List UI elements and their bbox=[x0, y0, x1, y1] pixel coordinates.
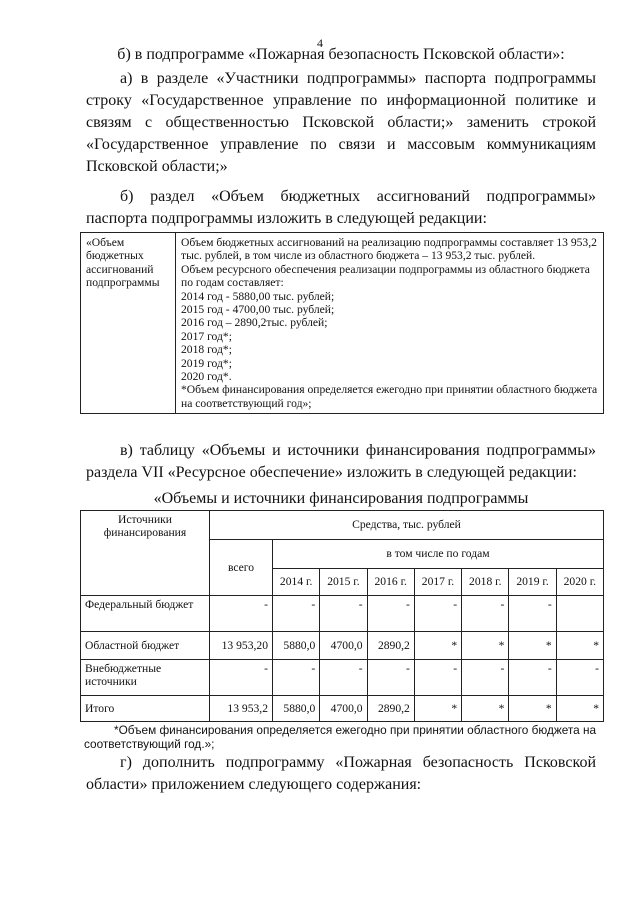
row-value: * bbox=[556, 632, 603, 660]
table-row bbox=[81, 660, 604, 696]
passport-content-cell bbox=[176, 233, 604, 414]
row-source: Областной бюджет bbox=[81, 632, 210, 660]
header-sources: Источники финансирования bbox=[81, 511, 210, 596]
passport-line: 2020 год*. bbox=[181, 370, 232, 384]
table-row bbox=[81, 632, 604, 660]
row-total: 13 953,20 bbox=[210, 632, 273, 660]
row-value: - bbox=[320, 596, 367, 632]
row-value: 4700,0 bbox=[320, 696, 367, 722]
row-value: - bbox=[414, 596, 461, 632]
row-value: 4700,0 bbox=[320, 632, 367, 660]
row-value: 2890,2 bbox=[367, 632, 414, 660]
row-value: * bbox=[462, 632, 509, 660]
row-value: - bbox=[273, 660, 320, 696]
header-year: 2014 г. bbox=[273, 569, 320, 596]
passport-line: 2014 год - 5880,00 тыс. рублей; bbox=[181, 289, 335, 303]
row-total: - bbox=[210, 596, 273, 632]
passport-line: 2016 год – 2890,2тыс. рублей; bbox=[181, 316, 328, 330]
paragraph-a-participants: а) в разделе «Участники подпрограммы» паспорта подпрограммы строку «Государственное управление по информационной политике и связям с общественностью Псковской области;» заменить строкой «Государственное управление по связи и массовым коммуникациям Псковской области;» bbox=[86, 70, 596, 175]
finance-table-title: «Объемы и источники финансирования подпрограммы bbox=[153, 490, 529, 507]
row-total: - bbox=[210, 660, 273, 696]
finance-sources-table bbox=[80, 510, 604, 722]
row-total: 13 953,2 bbox=[210, 696, 273, 722]
passport-label-cell: «Объем бюджетных ассигнований подпрограммы bbox=[81, 233, 176, 414]
row-value: * bbox=[509, 696, 556, 722]
header-year: 2016 г. bbox=[367, 569, 414, 596]
row-value: * bbox=[414, 696, 461, 722]
row-value: - bbox=[509, 596, 556, 632]
passport-line: 2018 год*; bbox=[181, 343, 232, 357]
table-header-row bbox=[81, 511, 604, 540]
table-row bbox=[81, 696, 604, 722]
passport-row bbox=[81, 233, 604, 414]
passport-budget-table bbox=[80, 232, 604, 414]
row-value: - bbox=[273, 596, 320, 632]
row-value: - bbox=[462, 660, 509, 696]
header-funds: Средства, тыс. рублей bbox=[210, 511, 604, 540]
row-value: - bbox=[367, 660, 414, 696]
row-value: - bbox=[414, 660, 461, 696]
row-value: * bbox=[509, 632, 556, 660]
header-year: 2015 г. bbox=[320, 569, 367, 596]
footnote-line: соответствующий год.»; bbox=[84, 737, 215, 751]
passport-line: Объем бюджетных ассигнований на реализацию подпрограммы составляет 13 953,2 тыс. рублей, в том числе из областного бюджета – 13 953,2 тыс. рублей. bbox=[181, 236, 597, 263]
row-value: 5880,0 bbox=[273, 696, 320, 722]
header-year: 2020 г. bbox=[556, 569, 603, 596]
paragraph-d-appendix: г) дополнить подпрограмму «Пожарная безопасность Псковской области» приложением следующего содержания: bbox=[86, 754, 596, 793]
paragraph-b-budget-volume: б) раздел «Объем бюджетных ассигнований подпрограммы» паспорта подпрограммы изложить в следующей редакции: bbox=[86, 188, 596, 227]
row-value: * bbox=[414, 632, 461, 660]
header-year: 2019 г. bbox=[509, 569, 556, 596]
table-row bbox=[81, 596, 604, 632]
row-source: Федеральный бюджет bbox=[81, 596, 210, 632]
row-value: - bbox=[509, 660, 556, 696]
passport-line: Объем ресурсного обеспечения реализации подпрограммы из областного бюджета по годам составляет: bbox=[181, 262, 590, 290]
row-value: 5880,0 bbox=[273, 632, 320, 660]
header-by-years: в том числе по годам bbox=[273, 540, 604, 569]
row-value: - bbox=[462, 596, 509, 632]
row-value: 2890,2 bbox=[367, 696, 414, 722]
passport-line: *Объем финансирования определяется ежегодно при принятии областного бюджета на соответствующий год»; bbox=[181, 383, 598, 410]
row-value: * bbox=[556, 696, 603, 722]
passport-line: 2017 год*; bbox=[181, 329, 232, 343]
page-number: 4 bbox=[317, 36, 323, 50]
header-total: всего bbox=[210, 540, 273, 596]
row-value: * bbox=[462, 696, 509, 722]
header-year: 2017 г. bbox=[414, 569, 461, 596]
row-source: Итого bbox=[81, 696, 210, 722]
header-year: 2018 г. bbox=[462, 569, 509, 596]
row-source: Внебюджетные источники bbox=[81, 660, 210, 696]
passport-line: 2019 год*; bbox=[181, 356, 232, 370]
passport-line: 2015 год - 4700,00 тыс. рублей; bbox=[181, 303, 335, 317]
footnote-line: *Объем финансирования определяется ежегодно при принятии областного бюджета на bbox=[114, 723, 597, 737]
row-value: - bbox=[367, 596, 414, 632]
footnote bbox=[84, 723, 604, 751]
paragraph-c-finance-table: в) таблицу «Объемы и источники финансирования подпрограммы» раздела VII «Ресурсное обеспечение» изложить в следующей редакции: bbox=[86, 442, 596, 481]
paragraph-b-fire-safety: б) в подпрограмме «Пожарная безопасность Псковской области»: bbox=[117, 46, 565, 63]
row-value: - bbox=[320, 660, 367, 696]
row-value bbox=[556, 596, 603, 632]
row-value: - bbox=[556, 660, 603, 696]
